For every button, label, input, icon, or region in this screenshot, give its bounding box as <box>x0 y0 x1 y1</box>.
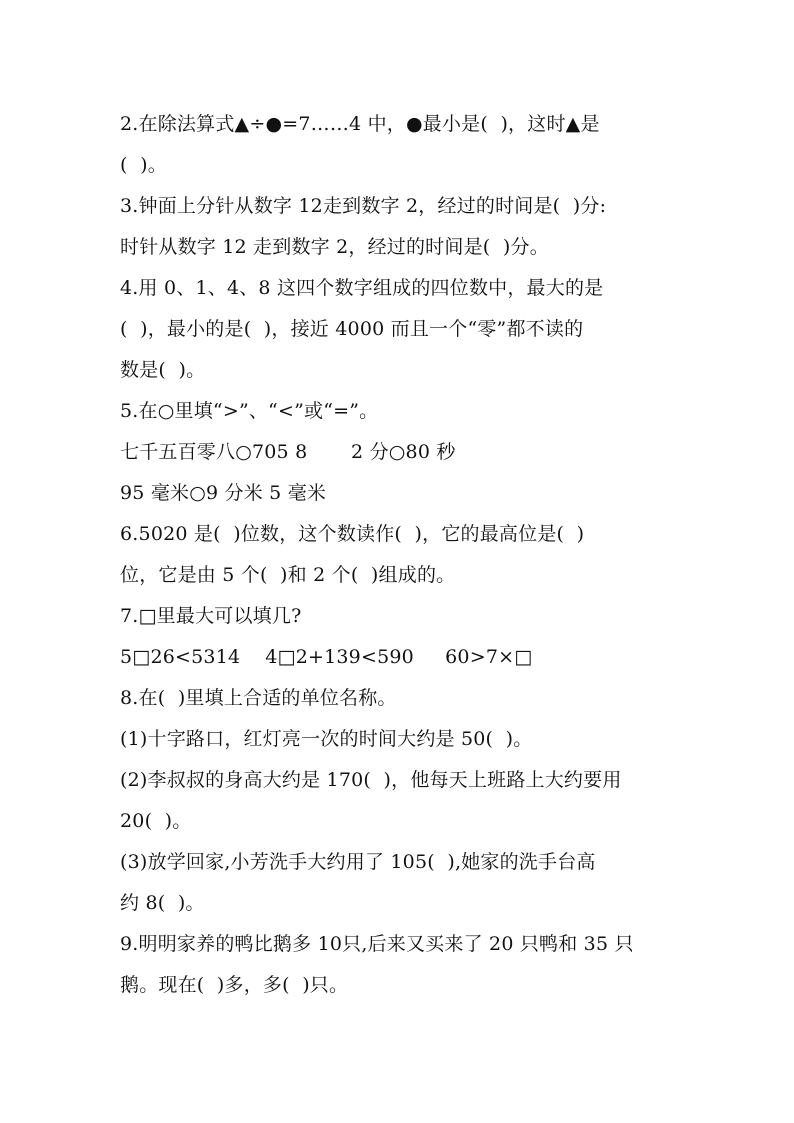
text-line-q6-part2: 位，它是由 5 个( )和 2 个( )组成的。 <box>120 564 456 586</box>
question-list <box>120 104 680 1006</box>
text-line-q3-part2: 时针从数字 12 走到数字 2，经过的时间是( )分。 <box>120 236 549 258</box>
text-line-q2-part2: ( )。 <box>120 154 167 176</box>
text-line-q7-title: 7.□里最大可以填几? <box>120 605 302 627</box>
text-line-q4-part2: ( )，最小的是( )，接近 4000 而且一个“零”都不读的 <box>120 318 584 340</box>
text-line-q8-item2-part2: 20( )。 <box>120 810 192 832</box>
text-line-q5-item2: 95 毫米○9 分米 5 毫米 <box>120 482 327 504</box>
text-line-q5-title: 5.在○里填“>”、“<”或“=”。 <box>120 400 379 422</box>
text-line-q2-part1: 2.在除法算式▲÷●=7……4 中，●最小是( )，这时▲是 <box>120 113 600 135</box>
text-line-q8-item3-part1: (3)放学回家,小芳洗手大约用了 105( ),她家的洗手台高 <box>120 851 596 873</box>
text-line-q3-part1: 3.钟面上分针从数字 12走到数字 2，经过的时间是( )分: <box>120 195 607 217</box>
text-line-q8-item3-part2: 约 8( )。 <box>120 892 205 914</box>
text-line-q4-part3: 数是( )。 <box>120 359 206 381</box>
text-line-q4-part1: 4.用 0、1、4、8 这四个数字组成的四位数中，最大的是 <box>120 277 604 299</box>
text-line-q9-part2: 鹅。现在( )多，多( )只。 <box>120 974 349 996</box>
text-line-q9-part1: 9.明明家养的鸭比鹅多 10只,后来又买来了 20 只鸭和 35 只 <box>120 933 634 955</box>
text-line-q8-title: 8.在( )里填上合适的单位名称。 <box>120 687 397 709</box>
text-line-q8-item2-part1: (2)李叔叔的身高大约是 170( )，他每天上班路上大约要用 <box>120 769 622 791</box>
text-line-q6-part1: 6.5020 是( )位数，这个数读作( )，它的最高位是( ) <box>120 523 585 545</box>
text-line-q8-item1: (1)十字路口，红灯亮一次的时间大约是 50( )。 <box>120 728 533 750</box>
text-line-q5-item1: 七千五百零八○705 8 2 分○80 秒 <box>120 441 456 463</box>
text-line-q7-items: 5□26<5314 4□2+139<590 60>7×□ <box>120 646 533 668</box>
